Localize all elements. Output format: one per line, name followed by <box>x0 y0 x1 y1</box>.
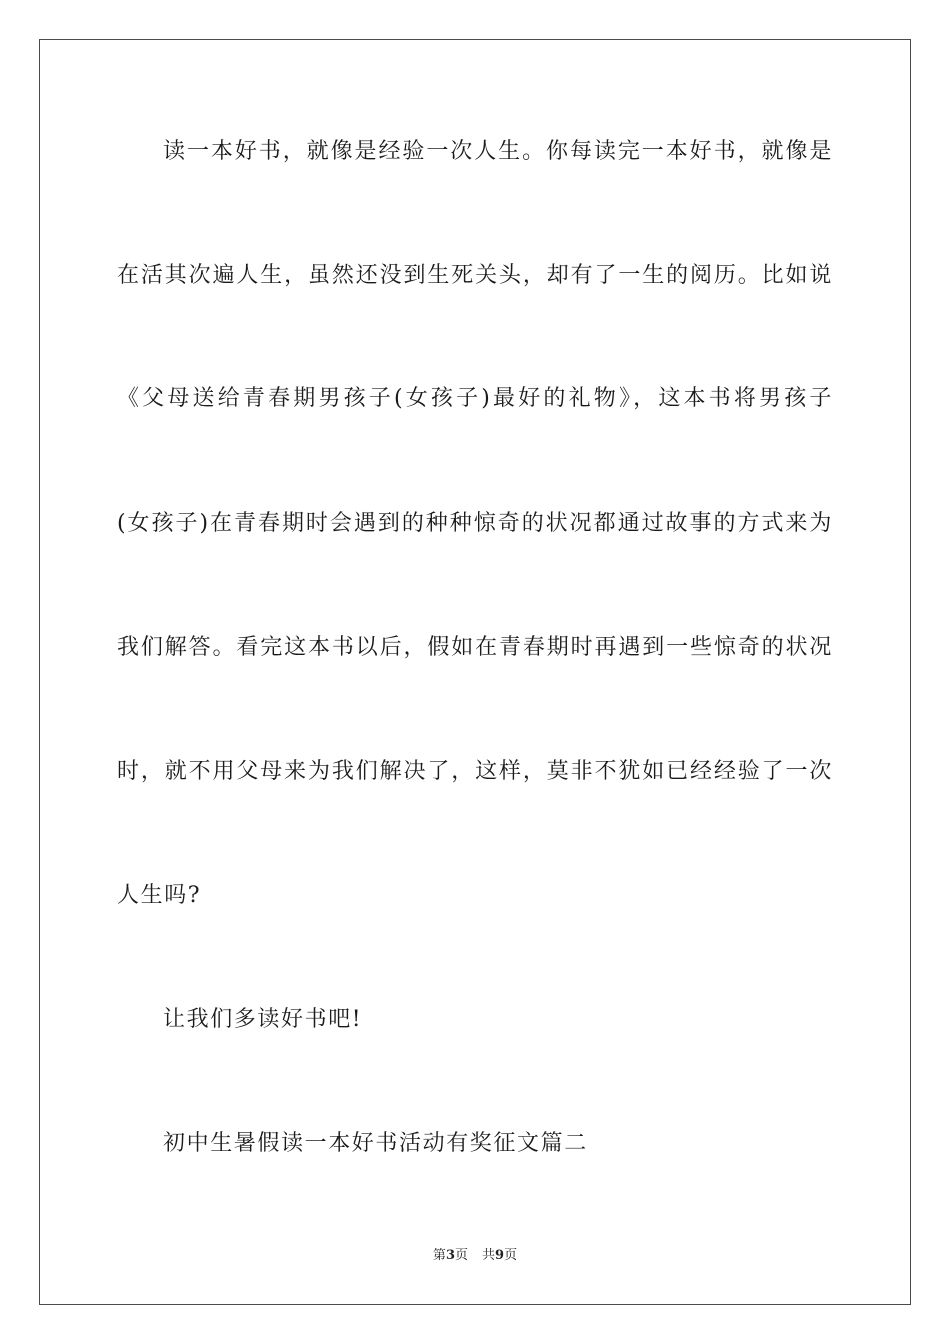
total-prefix: 共 <box>482 1248 496 1263</box>
paragraph-line-1: 读一本好书，就像是经验一次人生。你每读完一本好书，就像是 <box>163 139 833 164</box>
paragraph-line-7: 人生吗? <box>117 883 202 908</box>
paragraph-line-2: 在活其次遍人生，虽然还没到生死关头，却有了一生的阅历。比如说 <box>117 263 833 288</box>
total-suffix: 页 <box>504 1248 518 1263</box>
paragraph-line-5: 我们解答。看完这本书以后，假如在青春期时再遇到一些惊奇的状况 <box>117 635 833 660</box>
section-heading: 初中生暑假读一本好书活动有奖征文篇二 <box>163 1131 588 1156</box>
page-prefix: 第 <box>432 1248 446 1263</box>
page-suffix: 页 <box>454 1248 468 1263</box>
page-total: 9 <box>495 1248 505 1263</box>
page-current: 3 <box>445 1248 455 1263</box>
paragraph-closing: 让我们多读好书吧! <box>163 1007 363 1032</box>
paragraph-line-3: 《父母送给青春期男孩子(女孩子)最好的礼物》，这本书将男孩子 <box>117 386 833 411</box>
page-footer <box>0 1247 950 1265</box>
page-border <box>39 39 911 1305</box>
paragraph-line-4: (女孩子)在青春期时会遇到的种种惊奇的状况都通过故事的方式来为 <box>117 511 833 536</box>
paragraph-line-6: 时，就不用父母来为我们解决了，这样，莫非不犹如已经经验了一次 <box>117 759 833 784</box>
